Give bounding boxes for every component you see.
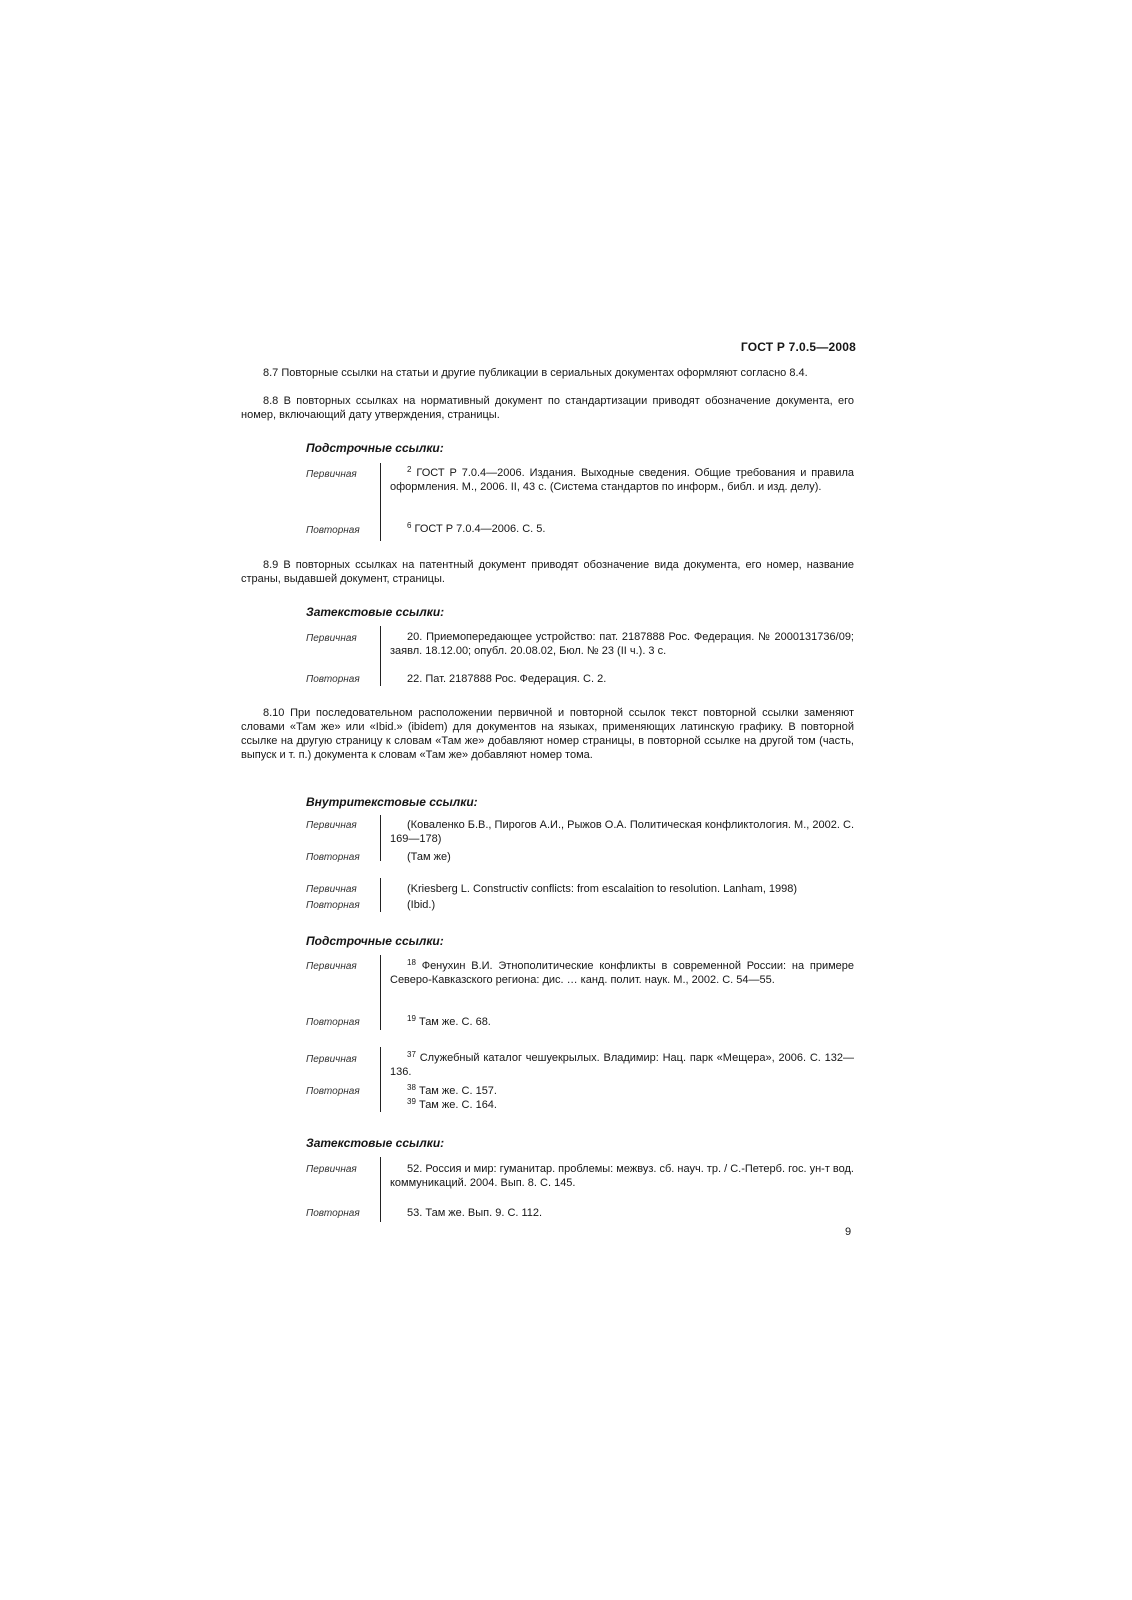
standard-code: ГОСТ Р 7.0.5—2008	[740, 340, 856, 354]
label-repeat: Повторная	[306, 1017, 360, 1028]
footnote-number: 6	[407, 521, 412, 530]
label-primary: Первичная	[306, 884, 357, 895]
citation-text: (Ibid.)	[407, 899, 436, 911]
citation-text: 52. Россия и мир: гуманитар. проблемы: межвуз. сб. науч. тр. / С.-Петерб. гос. ун-т вод. коммуникаций. 2004. Вып. 8. С. 145.	[390, 1163, 854, 1189]
citation-primary	[390, 1051, 854, 1079]
citation-text: 53. Там же. Вып. 9. С. 112.	[407, 1207, 543, 1219]
citation-primary	[390, 1162, 854, 1190]
section-heading-footnote: Подстрочные ссылки:	[306, 441, 444, 455]
label-repeat: Повторная	[306, 852, 360, 863]
paragraph-8-7	[241, 366, 854, 380]
citation-text: Там же. С. 68.	[418, 1016, 491, 1028]
section-heading-endnote: Затекстовые ссылки:	[306, 1136, 445, 1150]
label-repeat: Повторная	[306, 1086, 360, 1097]
citation-repeat	[390, 850, 854, 864]
citation-text: ГОСТ Р 7.0.4—2006. С. 5.	[414, 523, 546, 535]
label-repeat: Повторная	[306, 674, 360, 685]
bracket-line	[380, 626, 381, 686]
label-primary: Первичная	[306, 469, 357, 480]
citation-repeat	[390, 1084, 854, 1098]
footnote-number: 19	[407, 1014, 416, 1023]
section-heading-endnote: Затекстовые ссылки:	[306, 605, 445, 619]
label-primary: Первичная	[306, 1164, 357, 1175]
bracket-line	[380, 463, 381, 541]
label-primary: Первичная	[306, 1054, 357, 1065]
label-repeat: Повторная	[306, 1208, 360, 1219]
citation-text: Фенухин В.И. Этнополитические конфликты в современной России: на примере Северо-Кавказского региона: дис. … канд. полит. наук. М., 2002. С. 54—55.	[390, 960, 855, 986]
label-primary: Первичная	[306, 820, 357, 831]
paragraph-text: 8.8 В повторных ссылках на нормативный документ по стандартизации приводят обозначение документа, его номер, включающий дату утверждения, страницы.	[241, 395, 854, 421]
section-heading-intext: Внутритекстовые ссылки:	[306, 795, 478, 809]
paragraph-8-9	[241, 558, 854, 586]
label-primary: Первичная	[306, 961, 357, 972]
footnote-number: 39	[407, 1097, 416, 1106]
bracket-line	[380, 815, 381, 861]
citation-primary	[390, 959, 854, 987]
footnote-number: 37	[407, 1050, 416, 1059]
citation-text: 20. Приемопередающее устройство: пат. 2187888 Рос. Федерация. № 2000131736/09; заявл. 18.12.00; опубл. 20.08.02, Бюл. № 23 (II ч.). 3 с.	[390, 631, 854, 657]
citation-primary	[390, 466, 854, 494]
citation-text: ГОСТ Р 7.0.4—2006. Издания. Выходные сведения. Общие требования и правила оформления. М., 2006. II, 43 с. (Система стандартов по информ., библ. и изд. делу).	[390, 467, 854, 493]
paragraph-8-8	[241, 394, 854, 422]
bracket-line	[380, 955, 381, 1030]
citation-repeat	[390, 898, 854, 912]
citation-repeat	[390, 1098, 854, 1112]
citation-primary	[390, 630, 854, 658]
page-number: 9	[845, 1226, 852, 1238]
citation-text: Там же. С. 157.	[418, 1085, 497, 1097]
bracket-line	[380, 878, 381, 912]
label-repeat: Повторная	[306, 900, 360, 911]
paragraph-text: 8.10 При последовательном расположении первичной и повторной ссылок текст повторной ссылки заменяют словами «Там же» или «Ibid.» (ibidem) для документов на языках, применяющих латинскую графику. В повторной ссылке на другую страницу к словам «Там же» добавляют номер страницы, в повторной ссылке на другой том (часть, выпуск и т. п.) документа к словам «Там же» добавляют номер тома.	[241, 707, 854, 761]
footnote-number: 18	[407, 958, 416, 967]
bracket-line	[380, 1047, 381, 1112]
citation-repeat	[390, 1206, 854, 1220]
section-heading-footnote: Подстрочные ссылки:	[306, 934, 444, 948]
citation-text: 22. Пат. 2187888 Рос. Федерация. С. 2.	[407, 673, 607, 685]
label-primary: Первичная	[306, 633, 357, 644]
citation-repeat	[390, 672, 854, 686]
citation-text: Служебный каталог чешуекрылых. Владимир: Нац. парк «Мещера», 2006. С. 132—136.	[390, 1052, 854, 1078]
citation-repeat	[390, 522, 854, 536]
citation-primary	[390, 882, 854, 896]
paragraph-8-10	[241, 706, 854, 762]
citation-repeat	[390, 1015, 854, 1029]
citation-text: (Коваленко Б.В., Пирогов А.И., Рыжов О.А. Политическая конфликтология. М., 2002. С. 169—178)	[390, 819, 854, 845]
citation-primary	[390, 818, 854, 846]
citation-text: Там же. С. 164.	[418, 1099, 497, 1111]
bracket-line	[380, 1157, 381, 1222]
footnote-number: 38	[407, 1083, 416, 1092]
paragraph-text: 8.9 В повторных ссылках на патентный документ приводят обозначение вида документа, его номер, название страны, выдавшей документ, страницы.	[241, 559, 854, 585]
paragraph-text: 8.7 Повторные ссылки на статьи и другие публикации в сериальных документах оформляют согласно 8.4.	[263, 367, 808, 379]
label-repeat: Повторная	[306, 525, 360, 536]
citation-text: (Там же)	[407, 851, 451, 863]
citation-text: (Kriesberg L. Constructiv conflicts: from escalaition to resolution. Lanham, 1998)	[407, 883, 798, 895]
footnote-number: 2	[407, 465, 412, 474]
